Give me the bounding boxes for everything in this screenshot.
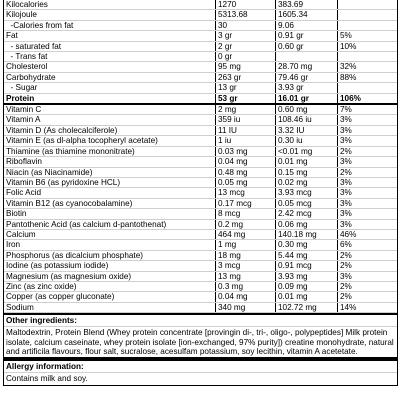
nutrient-amount-serving: 13 gr	[216, 83, 276, 93]
macro-nutrient-table	[4, 0, 397, 105]
nutrient-row	[4, 271, 397, 281]
nutrient-row	[4, 167, 397, 177]
nutrient-name: Iodine (as potassium iodide)	[4, 261, 216, 271]
nutrient-amount-serving: 30	[216, 20, 276, 30]
nutrient-amount-serving: 0.2 mg	[216, 219, 276, 229]
nutrient-daily-value: 3%	[338, 188, 398, 198]
nutrient-name: Calcium	[4, 229, 216, 239]
nutrient-amount-100g: 108.46 iu	[276, 115, 338, 125]
nutrient-row	[4, 41, 397, 51]
nutrient-amount-100g: 0.30 iu	[276, 136, 338, 146]
nutrient-row	[4, 281, 397, 291]
nutrient-amount-serving: 1270	[216, 0, 276, 10]
nutrient-daily-value	[338, 83, 398, 93]
nutrient-row	[4, 136, 397, 146]
nutrient-daily-value: 3%	[338, 115, 398, 125]
nutrient-daily-value: 3%	[338, 136, 398, 146]
nutrient-amount-100g	[276, 52, 338, 62]
nutrient-daily-value: 106%	[338, 93, 398, 104]
nutrient-amount-serving: 359 iu	[216, 115, 276, 125]
allergy-text: Contains milk and soy.	[4, 373, 397, 385]
nutrient-name: Phosphorus (as dicalcium phosphate)	[4, 250, 216, 260]
nutrient-row	[4, 93, 397, 104]
nutrient-amount-100g: 0.05 mcg	[276, 198, 338, 208]
nutrient-row	[4, 125, 397, 135]
nutrient-daily-value	[338, 0, 398, 10]
nutrient-amount-serving: 0.17 mcg	[216, 198, 276, 208]
nutrient-amount-serving: 0.04 mg	[216, 157, 276, 167]
nutrient-amount-100g: 5.44 mg	[276, 250, 338, 260]
nutrient-daily-value: 14%	[338, 302, 398, 312]
nutrient-amount-serving: 3 mcg	[216, 261, 276, 271]
nutrient-amount-100g: 0.06 mg	[276, 219, 338, 229]
nutrient-amount-100g: 0.02 mg	[276, 177, 338, 187]
nutrient-amount-100g: 0.09 mg	[276, 281, 338, 291]
nutrient-daily-value: 2%	[338, 167, 398, 177]
nutrient-daily-value: 32%	[338, 62, 398, 72]
nutrient-amount-serving: 0.3 mg	[216, 281, 276, 291]
nutrient-amount-100g: 383.69	[276, 0, 338, 10]
nutrient-amount-100g: 3.93 mcg	[276, 188, 338, 198]
nutrient-amount-serving: 263 gr	[216, 72, 276, 82]
nutrition-facts-panel	[3, 0, 398, 386]
nutrient-name: Kilocalories	[4, 0, 216, 10]
nutrient-row	[4, 20, 397, 30]
nutrient-name: Sodium	[4, 302, 216, 312]
nutrient-row	[4, 219, 397, 229]
nutrient-daily-value: 3%	[338, 219, 398, 229]
nutrient-name: Protein	[4, 93, 216, 104]
nutrient-row	[4, 188, 397, 198]
nutrient-daily-value: 10%	[338, 41, 398, 51]
nutrient-amount-serving: 8 mcg	[216, 209, 276, 219]
nutrient-daily-value: 3%	[338, 177, 398, 187]
nutrient-daily-value: 2%	[338, 261, 398, 271]
nutrient-name: Pantothenic Acid (as calcium d-pantothenat)	[4, 219, 216, 229]
nutrient-row	[4, 240, 397, 250]
micro-nutrient-table	[4, 105, 397, 313]
nutrient-row	[4, 52, 397, 62]
nutrient-row	[4, 0, 397, 10]
nutrient-amount-100g: 9.06	[276, 20, 338, 30]
nutrient-amount-100g: 0.30 mg	[276, 240, 338, 250]
nutrient-row	[4, 229, 397, 239]
nutrient-amount-100g: 79.46 gr	[276, 72, 338, 82]
nutrient-amount-serving: 0.04 mg	[216, 292, 276, 302]
nutrient-amount-serving: 340 mg	[216, 302, 276, 312]
ingredients-text: Maltodextrin, Protein Blend (Whey protein concentrate [provingin di-, tri-, oligo-, polypeptides] Milk protein isolate, calcium caseinate, whey protein isolate [ion-exchanged, 97% purity]) creatine monohydrate, natural and artificila flavours, flour salt, sucralose, acesulfam potassium, soy lecithin, vitamin A acetetate.	[4, 327, 397, 359]
nutrient-amount-100g: 3.32 IU	[276, 125, 338, 135]
nutrient-row	[4, 146, 397, 156]
nutrient-amount-100g: 2.42 mcg	[276, 209, 338, 219]
nutrient-name: Vitamin A	[4, 115, 216, 125]
nutrient-row	[4, 115, 397, 125]
nutrient-row	[4, 209, 397, 219]
nutrient-name: Biotin	[4, 209, 216, 219]
nutrient-amount-serving: 1 mg	[216, 240, 276, 250]
nutrient-amount-100g: 0.60 mg	[276, 105, 338, 115]
nutrient-amount-serving: 18 mg	[216, 250, 276, 260]
nutrient-amount-serving: 1 iu	[216, 136, 276, 146]
nutrient-amount-100g: 0.60 gr	[276, 41, 338, 51]
nutrient-amount-serving: 0.05 mg	[216, 177, 276, 187]
nutrient-name: Iron	[4, 240, 216, 250]
nutrient-daily-value: 2%	[338, 292, 398, 302]
nutrient-amount-serving: 0 gr	[216, 52, 276, 62]
nutrient-row	[4, 177, 397, 187]
nutrient-row	[4, 198, 397, 208]
allergy-title: Allergy information:	[4, 359, 397, 373]
nutrient-daily-value: 88%	[338, 72, 398, 82]
nutrient-daily-value: 3%	[338, 125, 398, 135]
nutrient-row	[4, 292, 397, 302]
nutrient-name: Riboflavin	[4, 157, 216, 167]
nutrient-row	[4, 250, 397, 260]
nutrient-amount-serving: 95 mg	[216, 62, 276, 72]
nutrient-name: -Calories from fat	[4, 20, 216, 30]
nutrient-name: Vitamin D (As cholecalciferole)	[4, 125, 216, 135]
nutrient-name: Zinc (as zinc oxide)	[4, 281, 216, 291]
nutrient-amount-serving: 2 gr	[216, 41, 276, 51]
nutrient-name: Vitamin E (as dl-alpha tocopheryl acetate)	[4, 136, 216, 146]
nutrient-name: Folic Acid	[4, 188, 216, 198]
nutrient-name: Niacin (as Niacinamide)	[4, 167, 216, 177]
nutrient-daily-value: 3%	[338, 209, 398, 219]
nutrient-daily-value: 3%	[338, 157, 398, 167]
nutrient-amount-100g: 0.01 mg	[276, 292, 338, 302]
nutrient-amount-serving: 2 mg	[216, 105, 276, 115]
nutrient-name: Vitamin B12 (as cyanocobalamine)	[4, 198, 216, 208]
nutrient-amount-100g: 0.91 gr	[276, 31, 338, 41]
nutrient-amount-serving: 464 mg	[216, 229, 276, 239]
nutrient-daily-value: 5%	[338, 31, 398, 41]
nutrient-name: Thiamine (as thiamine mononitrate)	[4, 146, 216, 156]
nutrient-daily-value: 2%	[338, 250, 398, 260]
nutrient-amount-100g: 16.01 gr	[276, 93, 338, 104]
nutrient-name: Magnesium (as magnesium oxide)	[4, 271, 216, 281]
nutrient-amount-serving: 0.03 mg	[216, 146, 276, 156]
nutrient-amount-100g: 3.93 gr	[276, 83, 338, 93]
nutrient-daily-value: 7%	[338, 105, 398, 115]
nutrient-row	[4, 105, 397, 115]
nutrient-name: Vitamin B6 (as pyridoxine HCL)	[4, 177, 216, 187]
nutrient-name: - saturated fat	[4, 41, 216, 51]
nutrient-row	[4, 62, 397, 72]
nutrient-daily-value: 2%	[338, 146, 398, 156]
nutrient-daily-value: 46%	[338, 229, 398, 239]
nutrient-amount-serving: 11 IU	[216, 125, 276, 135]
ingredients-title: Other ingredients:	[4, 313, 397, 327]
nutrient-amount-serving: 5313.68	[216, 10, 276, 20]
nutrient-amount-100g: 0.01 mg	[276, 157, 338, 167]
nutrient-amount-100g: 0.91 mcg	[276, 261, 338, 271]
nutrient-name: Cholesterol	[4, 62, 216, 72]
nutrient-amount-serving: 13 mcg	[216, 188, 276, 198]
nutrient-row	[4, 261, 397, 271]
nutrient-row	[4, 83, 397, 93]
nutrient-amount-serving: 53 gr	[216, 93, 276, 104]
nutrient-name: - Trans fat	[4, 52, 216, 62]
nutrient-daily-value	[338, 20, 398, 30]
nutrient-daily-value: 3%	[338, 198, 398, 208]
nutrient-row	[4, 72, 397, 82]
nutrient-row	[4, 10, 397, 20]
nutrient-amount-serving: 13 mg	[216, 271, 276, 281]
nutrient-name: Kilojoule	[4, 10, 216, 20]
nutrient-amount-100g: 102.72 mg	[276, 302, 338, 312]
nutrient-amount-100g: 3.93 mg	[276, 271, 338, 281]
nutrient-row	[4, 302, 397, 312]
nutrient-daily-value: 2%	[338, 281, 398, 291]
nutrient-amount-100g: 1605.34	[276, 10, 338, 20]
nutrient-daily-value: 6%	[338, 240, 398, 250]
nutrient-amount-100g: 140.18 mg	[276, 229, 338, 239]
nutrient-name: Vitamin C	[4, 105, 216, 115]
nutrient-name: - Sugar	[4, 83, 216, 93]
nutrient-name: Fat	[4, 31, 216, 41]
nutrient-row	[4, 31, 397, 41]
nutrient-row	[4, 157, 397, 167]
nutrient-amount-serving: 3 gr	[216, 31, 276, 41]
nutrient-amount-100g: <0.01 mg	[276, 146, 338, 156]
nutrient-amount-100g: 0.15 mg	[276, 167, 338, 177]
nutrient-daily-value: 3%	[338, 271, 398, 281]
nutrient-name: Carbohydrate	[4, 72, 216, 82]
nutrient-amount-serving: 0.48 mg	[216, 167, 276, 177]
nutrient-amount-100g: 28.70 mg	[276, 62, 338, 72]
nutrient-name: Copper (as copper gluconate)	[4, 292, 216, 302]
nutrient-daily-value	[338, 52, 398, 62]
nutrient-daily-value	[338, 10, 398, 20]
